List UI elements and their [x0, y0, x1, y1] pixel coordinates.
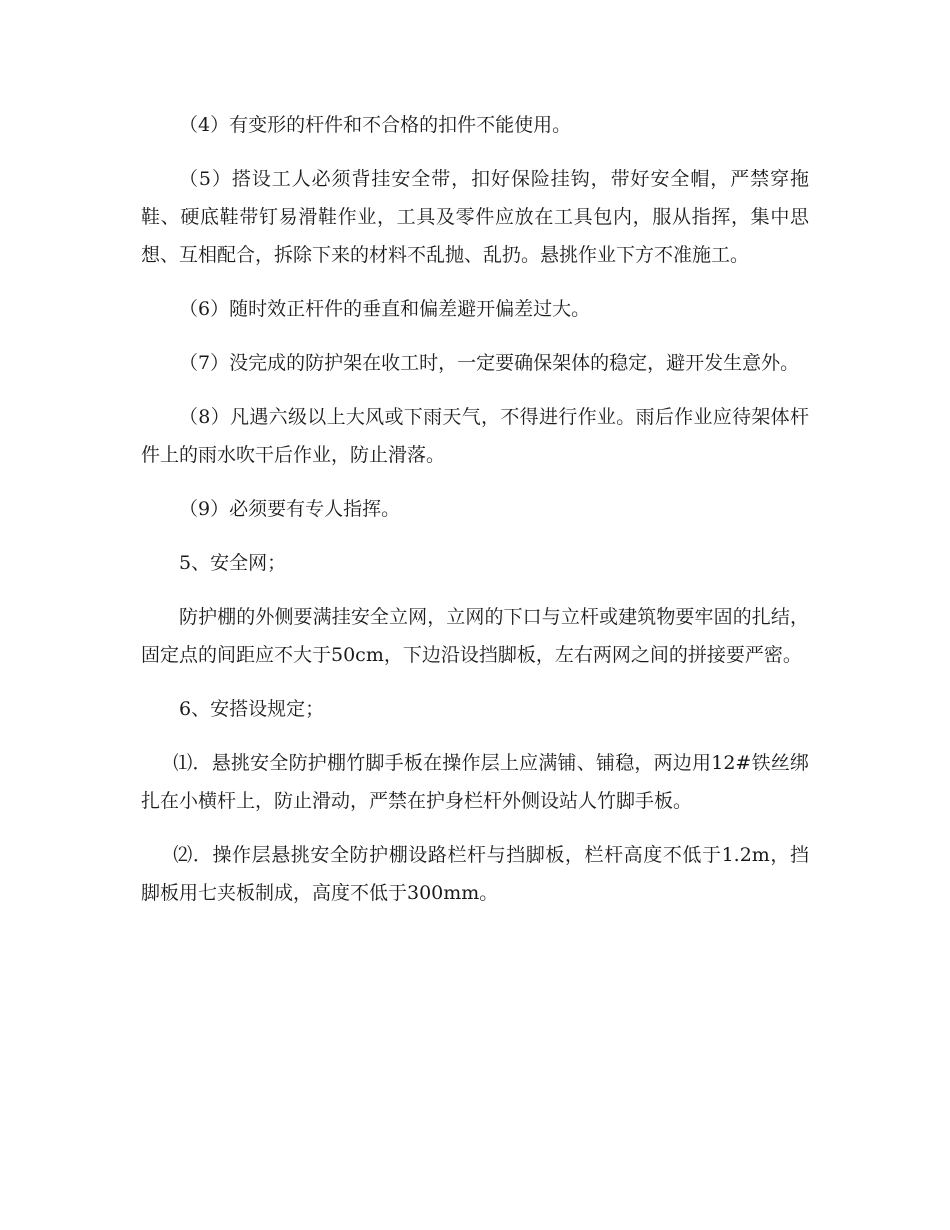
paragraph-item-7: （7）没完成的防护架在收工时，一定要确保架体的稳定，避开发生意外。 [179, 352, 800, 374]
paragraph-item-4: （4）有变形的杆件和不合格的扣件不能使用。 [179, 114, 572, 136]
paragraph-item-9: （9）必须要有专人指挥。 [179, 498, 401, 520]
section-heading-erection-rules: 6、安搭设规定； [179, 698, 325, 720]
paragraph-safety-net: 防护棚的外侧要满挂安全立网，立网的下口与立杆或建筑物要牢固的扎结，固定点的间距应不大于50cm，下边沿设挡脚板，左右两网之间的拼接要严密。 [141, 606, 809, 666]
paragraph-rule-1: ⑴．悬挑安全防护棚竹脚手板在操作层上应满铺、铺稳，两边用12#铁丝绑扎在小横杆上，防止滑动，严禁在护身栏杆外侧设站人竹脚手板。 [141, 752, 809, 812]
paragraph-item-5: （5）搭设工人必须背挂安全带，扣好保险挂钩，带好安全帽，严禁穿拖鞋、硬底鞋带钉易滑鞋作业，工具及零件应放在工具包内，服从指挥，集中思想、互相配合，拆除下来的材料不乱抛、乱扔。悬挑作业下方不准施工。 [141, 168, 809, 266]
section-heading-safety-net: 5、安全网； [179, 552, 287, 574]
paragraph-rule-2: ⑵．操作层悬挑安全防护棚设路栏杆与挡脚板，栏杆高度不低于1.2m，挡脚板用七夹板制成，高度不低于300mm。 [141, 844, 809, 904]
paragraph-item-6: （6）随时效正杆件的垂直和偏差避开偏差过大。 [179, 298, 591, 320]
paragraph-item-8: （8）凡遇六级以上大风或下雨天气，不得进行作业。雨后作业应待架体杆件上的雨水吹干后作业，防止滑落。 [141, 406, 809, 466]
document-body [141, 106, 809, 912]
